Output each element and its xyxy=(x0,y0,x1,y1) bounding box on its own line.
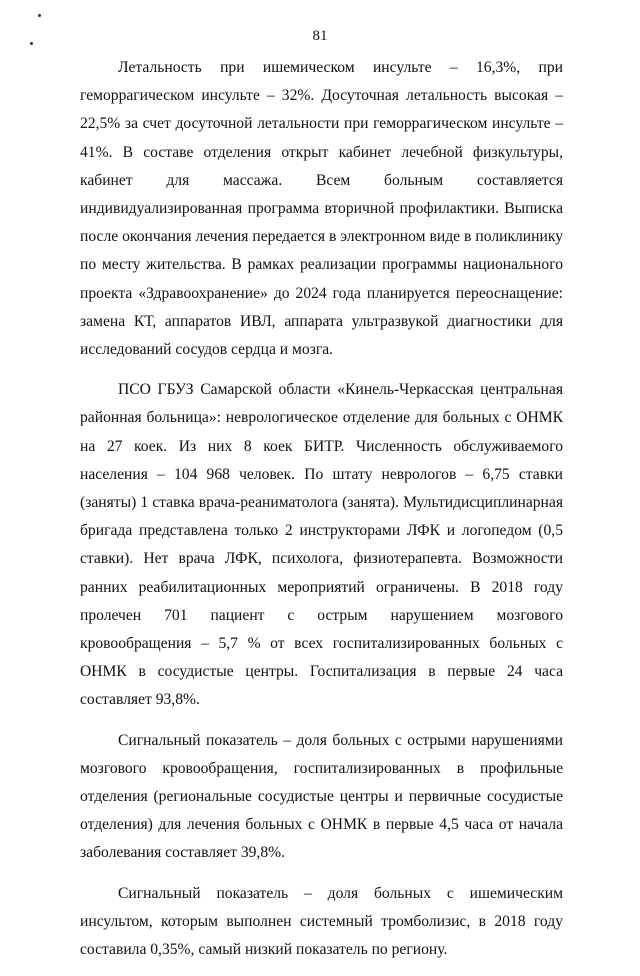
body-text xyxy=(80,54,563,976)
page-number: 81 xyxy=(312,28,328,44)
scan-speck xyxy=(38,14,41,17)
paragraph-kinel-cherkassy-hospital: ПСО ГБУЗ Самарской области «Кинель-Черкасская центральная районная больница»: неврологическое отделение для больных с ОНМК на 27 коек. Из них 8 коек БИТР. Численность обслуживаемого населения – 104 968 человек. По штату неврологов – 6,75 ставки (заняты) 1 ставка врача-реаниматолога (занята). Мультидисциплинарная бригада представлена только 2 инструкторами ЛФК и логопедом (0,5 ставки). Нет врача ЛФК, психолога, физиотерапевта. Возможности ранних реабилитационных мероприятий ограничены. В 2018 году пролечен 701 пациент с острым нарушением мозгового кровообращения – 5,7 % от всех госпитализированных больных с ОНМК в сосудистые центры. Госпитализация в первые 24 часа составляет 93,8%. xyxy=(80,381,563,709)
paragraph-mortality: Летальность при ишемическом инсульте – 16,3%, при геморрагическом инсульте – 32%. Досуточная летальность высокая – 22,5% за счет досуточной летальности при геморрагическом инсульте – 41%. В составе отделения открыт кабинет лечебной физкультуры, кабинет для массажа. Всем больным составляется индивидуализированная программа вторичной профилактики. Выписка после окончания лечения передается в электронном виде в поликлинику по месту жительства. В рамках реализации программы национального проекта «Здравоохранение» до 2024 года планируется переоснащение: замена КТ, аппаратов ИВЛ, аппарата ультразвукой диагностики для исследований сосудов сердца и мозга. xyxy=(80,59,563,359)
paragraph-signal-indicator-hospitalization: Сигнальный показатель – доля больных с острыми нарушениями мозгового кровообращения, госпитализированных в профильные отделения (региональные сосудистые центры и первичные сосудистые отделения) для лечения больных с ОНМК в первые 4,5 часа от начала заболевания составляет 39,8%. xyxy=(80,731,563,862)
paragraph-signal-indicator-thrombolysis: Сигнальный показатель – доля больных с ишемическим инсультом, которым выполнен системный тромболизис, в 2018 году составила 0,35%, самый низкий показатель по региону. xyxy=(80,884,563,959)
